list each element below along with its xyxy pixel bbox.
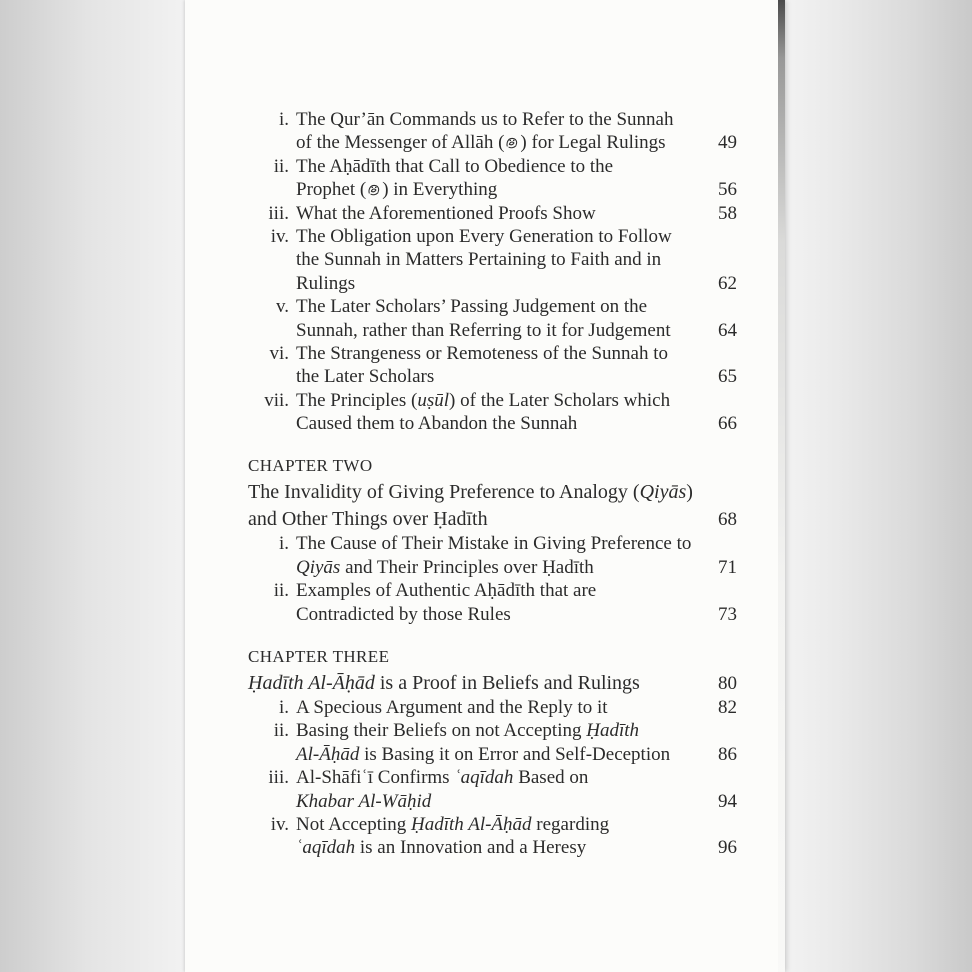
line-text: The Obligation upon Every Generation to Follow [296, 225, 672, 247]
toc-entry [248, 766, 737, 813]
line-text: of the Messenger of Allāh ( [296, 132, 505, 154]
page-number: 82 [718, 697, 737, 719]
entry-numeral: i. [278, 697, 289, 719]
page-number: 94 [718, 790, 737, 812]
line-text: The Qur’ān Commands us to Refer to the Sunnah [296, 109, 674, 130]
entry-numeral: ii. [273, 155, 289, 177]
line-text: the Later Scholars [296, 366, 435, 388]
toc-line [296, 603, 693, 626]
chapter-title-text [248, 479, 693, 533]
line-text: and Their Principles over Ḥadīth [340, 556, 594, 578]
entry-numeral: ii. [273, 720, 289, 742]
toc-line [296, 225, 693, 248]
line-text: and Other Things over Ḥadīth [248, 508, 488, 531]
entry-text [296, 719, 693, 766]
toc-section-entries [248, 108, 737, 435]
line-text: A Specious Argument and the Reply to it [296, 697, 608, 719]
entry-text [296, 155, 693, 202]
toc-line [296, 178, 693, 201]
line-text: the Sunnah in Matters Pertaining to Faith and in [296, 249, 662, 271]
toc-line [296, 579, 693, 602]
entry-numeral: i. [278, 533, 289, 555]
line-text: Caused them to Abandon the Sunnah [296, 413, 578, 435]
toc-line [296, 696, 693, 719]
toc-line [296, 108, 693, 131]
italic-term: Ḥadīth Al-Āḥād [411, 814, 532, 836]
chapter-entries [248, 532, 737, 626]
line-text: The Later Scholars’ Passing Judgement on the [296, 296, 648, 318]
line-text: is an Innovation and a Heresy [355, 837, 587, 859]
italic-term: ʿaqīdah [296, 837, 356, 859]
line-text: Al-Shāfiʿī Confirms [296, 767, 455, 789]
page-number: 73 [718, 603, 737, 625]
toc-entry [248, 342, 737, 389]
toc-line [296, 342, 693, 365]
toc-entry [248, 155, 737, 202]
toc-chapters [248, 454, 737, 859]
toc-entry [248, 389, 737, 436]
toc-line [296, 389, 693, 412]
toc-entry [248, 295, 737, 342]
page-number: 56 [718, 179, 737, 201]
page-number: 68 [718, 509, 737, 531]
chapter-title [248, 670, 737, 697]
line-text: The Aḥādīth that Call to Obedience to the [296, 155, 614, 177]
italic-term: Ḥadīth Al-Āḥād [248, 672, 375, 695]
toc-line [296, 319, 693, 342]
line-text: regarding [531, 814, 610, 836]
entry-numeral: iv. [270, 814, 289, 836]
page-number: 80 [718, 673, 737, 695]
toc-line [248, 479, 693, 506]
toc-line [296, 248, 693, 271]
italic-term: Qiyās [296, 556, 341, 578]
line-text: Basing their Beliefs on not Accepting [296, 720, 587, 742]
toc-line [296, 743, 693, 766]
chapter-label: CHAPTER TWO [248, 456, 373, 476]
salawat-icon [505, 136, 519, 150]
toc-line [296, 556, 693, 579]
line-text: is a Proof in Beliefs and Rulings [374, 672, 640, 695]
toc-line [296, 131, 693, 154]
page-number: 58 [718, 202, 737, 224]
toc-line [296, 532, 693, 555]
entry-numeral: ii. [273, 580, 289, 602]
entry-text [296, 295, 693, 342]
chapter-label: CHAPTER THREE [248, 647, 390, 667]
toc-line [248, 506, 693, 533]
toc-line [296, 766, 693, 789]
entry-text [296, 389, 693, 436]
entry-text [296, 532, 693, 579]
chapter-section [248, 645, 737, 860]
page-number: 66 [718, 413, 737, 435]
entry-numeral: vi. [269, 342, 289, 364]
toc-entry [248, 579, 737, 626]
italic-term: ʿaqīdah [454, 767, 514, 789]
line-text: ) [686, 481, 693, 504]
line-text: Prophet ( [296, 179, 367, 201]
line-text: The Strangeness or Remoteness of the Sunnah to [296, 342, 669, 364]
line-text: The Cause of Their Mistake in Giving Preference to [296, 533, 692, 555]
line-text: ) for Legal Rulings [520, 132, 666, 154]
entry-numeral: iv. [270, 225, 289, 247]
entry-text [296, 202, 693, 225]
page-number: 71 [718, 556, 737, 578]
line-text: Sunnah, rather than Referring to it for Judgement [296, 319, 671, 341]
line-text: is Basing it on Error and Self-Deception [359, 743, 671, 765]
line-text: The Invalidity of Giving Preference to Analogy ( [248, 481, 640, 504]
toc-line [296, 836, 693, 859]
entry-numeral: vii. [264, 389, 289, 411]
entry-numeral: i. [278, 109, 289, 130]
entry-text [296, 579, 693, 626]
page-edge-shadow [778, 0, 785, 972]
italic-term: uṣūl [417, 389, 450, 411]
page-number: 62 [718, 272, 737, 294]
line-text: ) of the Later Scholars which [449, 389, 671, 411]
entry-text [296, 342, 693, 389]
page-number: 96 [718, 837, 737, 859]
line-text: Examples of Authentic Aḥādīth that are [296, 580, 597, 602]
line-text: Not Accepting [296, 814, 412, 836]
entry-text [296, 108, 693, 155]
entry-numeral: iii. [268, 202, 289, 224]
line-text: Based on [513, 767, 589, 789]
chapter-section [248, 454, 737, 626]
toc-entry [248, 696, 737, 719]
entry-text [296, 813, 693, 860]
entry-text [296, 696, 693, 719]
italic-term: Qiyās [639, 481, 687, 504]
toc-line [296, 202, 693, 225]
toc-line [296, 365, 693, 388]
entry-text [296, 225, 693, 295]
toc-entry [248, 813, 737, 860]
salawat-icon [367, 183, 381, 197]
toc-line [296, 295, 693, 318]
toc-entry [248, 202, 737, 225]
line-text: What the Aforementioned Proofs Show [296, 202, 596, 224]
chapter-title-text [248, 670, 693, 697]
toc-line [296, 813, 693, 836]
italic-term: Al-Āḥād [296, 743, 360, 765]
toc-entry [248, 532, 737, 579]
chapter-entries [248, 696, 737, 860]
page-number: 49 [718, 132, 737, 154]
toc-line [296, 272, 693, 295]
toc-line [296, 155, 693, 178]
chapter-title [248, 479, 737, 533]
italic-term: Khabar Al-Wāḥid [296, 790, 432, 812]
page-number: 64 [718, 319, 737, 341]
page-number: 86 [718, 743, 737, 765]
toc-line [296, 790, 693, 813]
italic-term: Ḥadīth [586, 720, 640, 742]
entry-numeral: v. [275, 296, 289, 318]
entry-numeral: iii. [268, 767, 289, 789]
line-text: Contradicted by those Rules [296, 603, 511, 625]
toc-entry [248, 719, 737, 766]
toc-entry [248, 225, 737, 295]
page-number: 65 [718, 366, 737, 388]
toc-entry [248, 108, 737, 155]
toc-line [248, 670, 693, 697]
toc-line [296, 719, 693, 742]
line-text: The Principles ( [296, 389, 418, 411]
entry-text [296, 766, 693, 813]
table-of-contents [248, 108, 737, 860]
toc-line [296, 412, 693, 435]
line-text: ) in Everything [382, 179, 498, 201]
line-text: Rulings [296, 272, 356, 294]
